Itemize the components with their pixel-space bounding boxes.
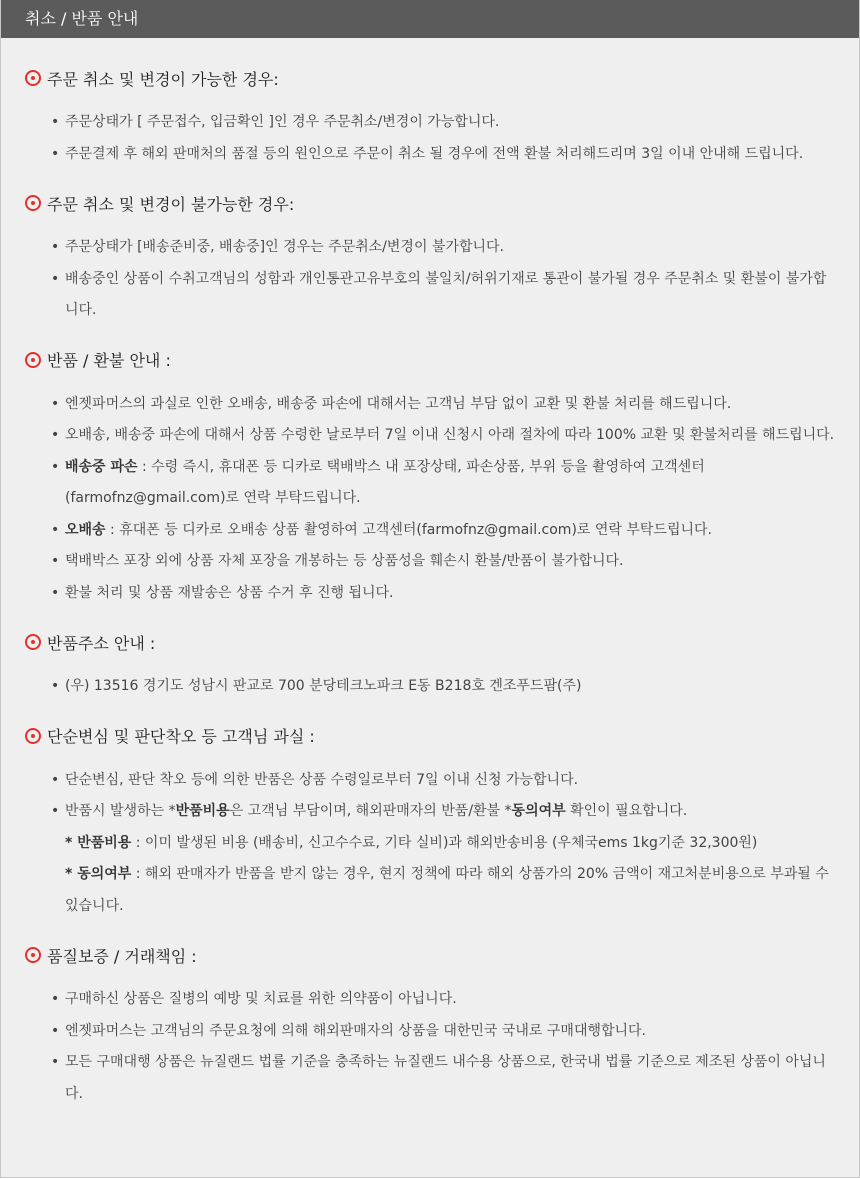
sub-note-text: : 해외 판매자가 반품을 받지 않는 경우, 현지 정책에 따라 해외 상품가의 20% 금액이 재고처분비용으로 부과될 수 있습니다.: [65, 866, 829, 914]
sub-note-prefix: *: [65, 834, 78, 851]
bullet-icon: •: [51, 270, 60, 287]
list-item: [25, 765, 837, 797]
list-item: [25, 796, 837, 828]
bullet-icon: •: [51, 1054, 60, 1070]
list-item-text: 모든 구매대행 상품은 뉴질랜드 법률 기준을 충족하는 뉴질랜드 내수용 상품으로, 한국내 법률 기준으로 제조된 상품이 아닙니다.: [65, 1054, 826, 1102]
target-bullet-icon: [25, 728, 41, 744]
list-item-label: 배송중 파손: [65, 458, 138, 475]
bullet-icon: •: [51, 145, 60, 162]
sub-note: [25, 828, 837, 860]
list-item-text: 주문상태가 [ 주문접수, 입금확인 ]인 경우 주문취소/변경이 가능합니다.: [65, 114, 500, 130]
bullet-list: [25, 232, 837, 327]
list-item: [25, 1047, 837, 1110]
bullet-icon: •: [51, 991, 60, 1007]
bullet-icon: •: [51, 803, 60, 819]
list-item: [25, 984, 837, 1016]
bullet-list: [25, 765, 837, 828]
bullet-icon: •: [51, 553, 60, 569]
list-item-label: 반품비용: [175, 803, 230, 819]
list-item-text: 구매하신 상품은 질병의 예방 및 치료를 위한 의약품이 아닙니다.: [65, 991, 457, 1007]
section-cancel-possible: [25, 67, 837, 170]
list-item-text: : 수령 즉시, 휴대폰 등 디카로 택배박스 내 포장상태, 파손상품, 부위 등을 촬영하여 고객센터(farmofnz@gmail.com)로 연락 부탁드립니다.: [65, 458, 705, 506]
list-item-text: 엔젯파머스의 과실로 인한 오배송, 배송중 파손에 대해서는 고객님 부담 없이 교환 및 환불 처리를 해드립니다.: [65, 395, 732, 412]
target-bullet-icon: [25, 634, 41, 650]
bullet-icon: •: [51, 584, 60, 601]
panel-header: 취소 / 반품 안내: [1, 0, 859, 38]
bullet-icon: •: [51, 114, 60, 130]
list-item-text: : 휴대폰 등 디카로 오배송 상품 촬영하여 고객센터(farmofnz@gmail.com)로 연락 부탁드립니다.: [105, 521, 712, 538]
bullet-icon: •: [51, 678, 60, 694]
list-item: [25, 546, 837, 578]
list-item-text: (우) 13516 경기도 성남시 판교로 700 분당테크노파크 E동 B218호 겐조푸드팜(주): [65, 678, 582, 694]
bullet-icon: •: [51, 458, 60, 475]
list-item: [25, 515, 837, 547]
section-title-text: 반품 / 환불 안내 :: [47, 351, 171, 370]
list-item: [25, 1016, 837, 1048]
section-title: [25, 67, 837, 89]
sub-note-prefix: *: [65, 866, 78, 882]
bullet-icon: •: [51, 1022, 60, 1039]
target-bullet-icon: [25, 70, 41, 86]
list-item: [25, 420, 837, 452]
list-item: [25, 232, 837, 264]
sub-note-label: 동의여부: [77, 866, 132, 882]
list-item-text: 반품시 발생하는 *: [65, 803, 176, 819]
target-bullet-icon: [25, 352, 41, 368]
panel-content: [1, 38, 859, 1110]
list-item: [25, 452, 837, 515]
section-title: [25, 631, 837, 653]
section-return-refund: [25, 349, 837, 610]
list-item-text: 환불 처리 및 상품 재발송은 상품 수거 후 진행 됩니다.: [65, 584, 394, 601]
sub-note: [25, 859, 837, 922]
bullet-list: [25, 671, 837, 703]
section-return-address: [25, 631, 837, 703]
section-quality-warranty: [25, 944, 837, 1110]
list-item-text: 은 고객님 부담이며, 해외판매자의 반품/환불 *: [229, 803, 512, 819]
list-item: [25, 264, 837, 327]
section-title-text: 주문 취소 및 변경이 가능한 경우:: [47, 69, 279, 89]
list-item-text: 확인이 필요합니다.: [565, 803, 688, 819]
list-item: [25, 139, 837, 171]
bullet-list: [25, 389, 837, 610]
list-item: [25, 389, 837, 421]
section-title: [25, 944, 837, 966]
target-bullet-icon: [25, 195, 41, 211]
list-item-text: 오배송, 배송중 파손에 대해서 상품 수령한 날로부터 7일 이내 신청시 아래 절차에 따라 100% 교환 및 환불처리를 해드립니다.: [65, 427, 835, 443]
list-item-text: 주문상태가 [배송준비중, 배송중]인 경우는 주문취소/변경이 불가합니다.: [65, 239, 504, 255]
list-item: [25, 671, 837, 703]
list-item-text: 단순변심, 판단 착오 등에 의한 반품은 상품 수령일로부터 7일 이내 신청 가능합니다.: [65, 771, 579, 788]
section-customer-fault: [25, 725, 837, 923]
target-bullet-icon: [25, 947, 41, 963]
bullet-icon: •: [51, 521, 60, 538]
section-title-text: 단순변심 및 판단착오 등 고객님 과실 :: [47, 727, 315, 746]
list-item-text: 배송중인 상품이 수취고객님의 성함과 개인통관고유부호의 불일치/허위기재로 통관이 불가될 경우 주문취소 및 환불이 불가합니다.: [65, 270, 827, 318]
section-title-text: 주문 취소 및 변경이 불가능한 경우:: [47, 194, 295, 214]
section-cancel-impossible: [25, 192, 837, 327]
bullet-icon: •: [51, 395, 60, 412]
sub-note-text: : 이미 발생된 비용 (배송비, 신고수수료, 기타 실비)과 해외반송비용 (우체국ems 1kg기준 32,300원): [131, 834, 758, 851]
list-item-text: 택배박스 포장 외에 상품 자체 포장을 개봉하는 등 상품성을 훼손시 환불/반품이 불가합니다.: [65, 553, 624, 569]
list-item: [25, 107, 837, 139]
bullet-icon: •: [51, 239, 60, 255]
list-item: [25, 578, 837, 610]
list-item-label: 오배송: [65, 521, 106, 538]
list-item-text: 주문결제 후 해외 판매처의 품절 등의 원인으로 주문이 취소 될 경우에 전액 환불 처리해드리며 3일 이내 안내해 드립니다.: [65, 145, 804, 162]
section-title-text: 품질보증 / 거래책임 :: [47, 946, 197, 966]
bullet-icon: •: [51, 427, 60, 443]
section-title-text: 반품주소 안내 :: [47, 633, 156, 653]
section-title: [25, 192, 837, 214]
bullet-icon: •: [51, 771, 60, 788]
sub-note-label: 반품비용: [77, 834, 132, 851]
list-item-label: 동의여부: [511, 803, 566, 819]
section-title: [25, 725, 837, 747]
list-item-text: 엔젯파머스는 고객님의 주문요청에 의해 해외판매자의 상품을 대한민국 국내로 구매대행합니다.: [65, 1022, 647, 1039]
bullet-list: [25, 107, 837, 170]
bullet-list: [25, 984, 837, 1110]
section-title: [25, 349, 837, 371]
